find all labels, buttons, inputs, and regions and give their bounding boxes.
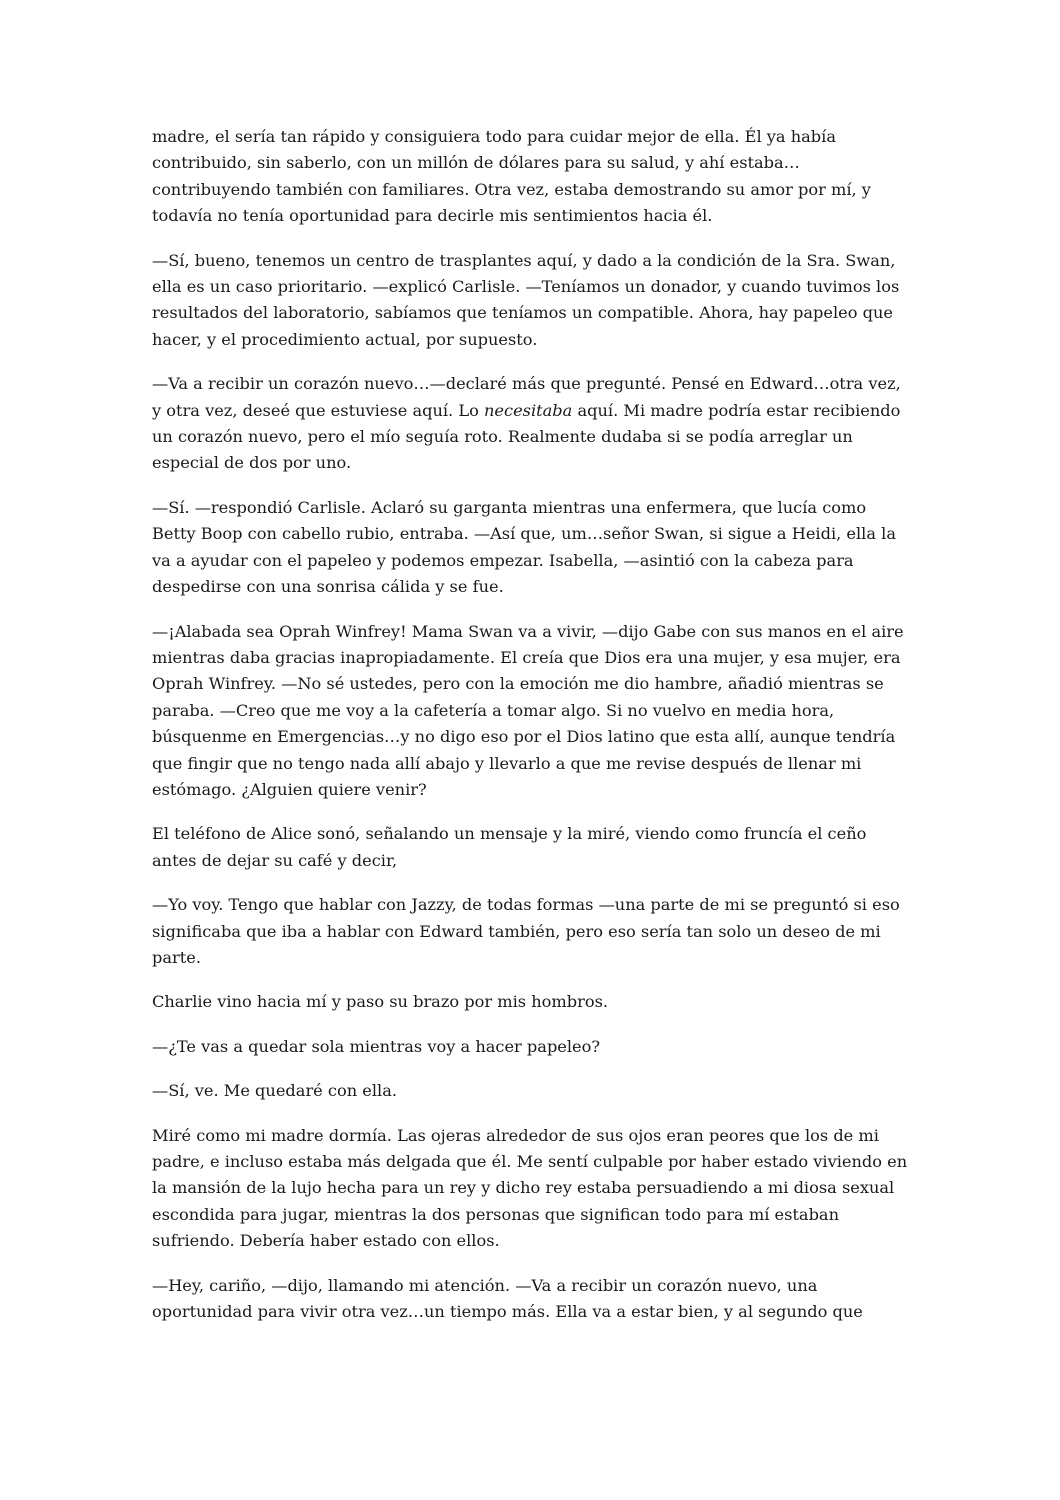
text-line-with-emphasis: [152, 398, 912, 424]
text-line: un corazón nuevo, pero el mío seguía roto. Realmente dudaba si se podía arreglar un: [152, 427, 853, 447]
text-line: Betty Boop con cabello rubio, entraba. —Así que, um…señor Swan, si sigue a Heidi, ella la: [152, 524, 896, 544]
text-segment: y otra vez, deseé que estuviese aquí. Lo: [152, 400, 484, 420]
text-line: escondida para jugar, mientras la dos personas que significan todo para mí estaban: [152, 1204, 840, 1224]
document-page: [152, 124, 912, 1343]
paragraph-10: [152, 1078, 912, 1104]
paragraph-7: [152, 892, 912, 971]
text-line: que fingir que no tengo nada allí abajo y llevarlo a que me revise después de llenar mi: [152, 753, 862, 773]
paragraph-9: [152, 1034, 912, 1060]
text-line: oportunidad para vivir otra vez…un tiempo más. Ella va a estar bien, y al segundo que: [152, 1302, 863, 1322]
text-line: —Sí. —respondió Carlisle. Aclaró su garganta mientras una enfermera, que lucía como: [152, 497, 867, 517]
text-line: resultados del laboratorio, sabíamos que teníamos un compatible. Ahora, hay papeleo que: [152, 303, 893, 323]
text-line: —Yo voy. Tengo que hablar con Jazzy, de todas formas —una parte de mi se preguntó si eso: [152, 895, 900, 915]
text-line: paraba. —Creo que me voy a la cafetería a tomar algo. Si no vuelvo en media hora,: [152, 700, 835, 720]
text-line: todavía no tenía oportunidad para decirle mis sentimientos hacia él.: [152, 206, 713, 226]
text-line: la mansión de la lujo hecha para un rey y dicho rey estaba persuadiendo a mi diosa sexual: [152, 1178, 895, 1198]
text-line: contribuyendo también con familiares. Otra vez, estaba demostrando su amor por mí, y: [152, 179, 871, 199]
text-line: madre, el sería tan rápido y consiguiera todo para cuidar mejor de ella. Él ya había: [152, 127, 836, 146]
text-line: —Va a recibir un corazón nuevo…—declaré más que pregunté. Pensé en Edward…otra vez,: [152, 374, 901, 394]
text-line: —¡Alabada sea Oprah Winfrey! Mama Swan va a vivir, —dijo Gabe con sus manos en el aire: [152, 621, 904, 641]
text-line: va a ayudar con el papeleo y podemos empezar. Isabella, —asintió con la cabeza para: [152, 550, 854, 570]
text-line: Charlie vino hacia mí y paso su brazo por mis hombros.: [152, 992, 609, 1012]
text-line: contribuido, sin saberlo, con un millón de dólares para su salud, y ahí estaba…: [152, 153, 800, 173]
paragraph-11: [152, 1123, 912, 1255]
text-line: —Sí, ve. Me quedaré con ella.: [152, 1081, 398, 1101]
text-line: El teléfono de Alice sonó, señalando un mensaje y la miré, viendo como fruncía el ceño: [152, 824, 867, 844]
text-line: parte.: [152, 947, 201, 967]
text-line: ella es un caso prioritario. —explicó Carlisle. —Teníamos un donador, y cuando tuvimos los: [152, 277, 900, 297]
text-segment: aquí. Mi madre podría estar recibiendo: [572, 400, 901, 420]
text-line: —Hey, cariño, —dijo, llamando mi atención. —Va a recibir un corazón nuevo, una: [152, 1275, 818, 1295]
text-line: estómago. ¿Alguien quiere venir?: [152, 779, 427, 799]
text-line: —Sí, bueno, tenemos un centro de trasplantes aquí, y dado a la condición de la Sra. Swan,: [152, 250, 896, 270]
paragraph-3: [152, 371, 912, 477]
paragraph-6: [152, 821, 912, 874]
text-line: significaba que iba a hablar con Edward también, pero eso sería tan solo un deseo de mi: [152, 921, 881, 941]
paragraph-1: [152, 124, 912, 230]
text-line: padre, e incluso estaba más delgada que él. Me sentí culpable por haber estado viviendo en: [152, 1152, 908, 1171]
paragraph-2: [152, 248, 912, 354]
text-line: Miré como mi madre dormía. Las ojeras alrededor de sus ojos eran peores que los de mi: [152, 1125, 879, 1145]
text-line: Oprah Winfrey. —No sé ustedes, pero con la emoción me dio hambre, añadió mientras se: [152, 674, 884, 694]
paragraph-8: [152, 989, 912, 1015]
text-line: especial de dos por uno.: [152, 453, 352, 473]
emphasized-word: necesitaba: [484, 400, 573, 420]
text-line: hacer, y el procedimiento actual, por supuesto.: [152, 329, 538, 349]
paragraph-12: [152, 1273, 912, 1326]
text-line: despedirse con una sonrisa cálida y se fue.: [152, 577, 504, 597]
text-line: sufriendo. Debería haber estado con ellos.: [152, 1231, 500, 1251]
text-line: antes de dejar su café y decir,: [152, 850, 398, 870]
text-line: —¿Te vas a quedar sola mientras voy a hacer papeleo?: [152, 1036, 601, 1056]
text-line: mientras daba gracias inapropiadamente. El creía que Dios era una mujer, y esa mujer, era: [152, 647, 901, 667]
paragraph-4: [152, 495, 912, 601]
paragraph-5: [152, 619, 912, 804]
text-line: búsquenme en Emergencias…y no digo eso por el Dios latino que esta allí, aunque tendría: [152, 727, 896, 747]
